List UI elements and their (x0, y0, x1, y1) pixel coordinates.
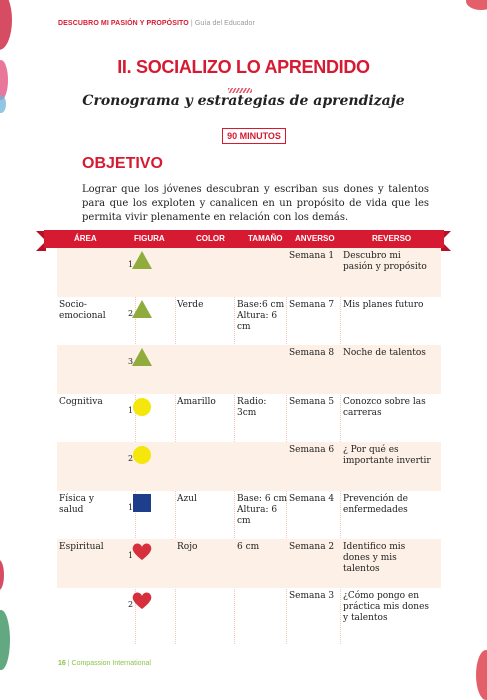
figure-number: 1 (128, 405, 134, 415)
figure-number: 2 (128, 454, 134, 463)
cell-reverso: ¿ Por qué es importante invertir (343, 445, 431, 466)
column-header-figura: FIGURA (134, 234, 165, 243)
cell-area: Espiritual (59, 542, 104, 552)
objective-paragraph: Lograr que los jóvenes descubran y escriban sus dones y talentos para que los exploten y canalicen en un propósito de vida que les permita vivir plenamente en relación con los demás. (82, 184, 429, 223)
triangle-icon (131, 347, 153, 369)
figure-number: 1 (128, 260, 134, 269)
figure-number: 1 (128, 551, 134, 560)
header-section: DESCUBRO MI PASIÓN Y PROPÓSITO (58, 20, 189, 27)
cell-color: Verde (177, 299, 204, 310)
cell-anverso: Semana 3 (289, 590, 335, 601)
figure-number: 3 (128, 357, 134, 366)
cell-size: Base: 6 cm Altura: 6 cm (237, 493, 287, 526)
cell-area: Socio- emocional (59, 299, 106, 321)
page-title: II. SOCIALIZO LO APRENDIDO (117, 57, 370, 77)
cell-size: 6 cm (237, 542, 260, 552)
figure-number: 1 (128, 502, 134, 512)
triangle-icon (131, 250, 153, 272)
cell-area: Cognitiva (59, 396, 103, 407)
cell-reverso: Identifico mis dones y mis talentos (343, 542, 406, 574)
circle-icon (131, 444, 153, 466)
paint-splash-top-left (0, 0, 12, 50)
heart-icon (131, 590, 153, 612)
column-header-area: ÁREA (74, 234, 97, 243)
footer-separator: | (67, 660, 70, 667)
cell-reverso: Noche de talentos (343, 348, 426, 358)
footer-org: Compassion International (71, 660, 151, 667)
heart-icon (131, 541, 153, 563)
figure-number: 2 (128, 599, 134, 609)
cell-color: Rojo (177, 542, 198, 552)
duration-badge: 90 MINUTOS (222, 128, 286, 144)
running-header (58, 20, 255, 27)
cell-anverso: Semana 5 (289, 396, 335, 407)
cell-anverso: Semana 1 (289, 251, 335, 261)
cell-size: Radio: 3cm (237, 396, 267, 418)
cell-size: Base:6 cm Altura: 6 cm (237, 299, 285, 332)
paint-splash-top-right (466, 0, 487, 10)
page-subtitle: Cronograma y estrategias de aprendizaje (82, 93, 405, 109)
page-number: 16 (58, 660, 66, 667)
cell-reverso: Mis planes futuro (343, 299, 424, 310)
cell-reverso: Prevención de enfermedades (343, 493, 408, 515)
paint-splash-bottom-right (476, 650, 487, 700)
cell-anverso: Semana 8 (289, 348, 335, 358)
square-icon (131, 493, 153, 515)
cell-color: Azul (177, 493, 197, 504)
header-separator: | (190, 20, 193, 27)
cell-anverso: Semana 6 (289, 445, 335, 455)
figure-number: 2 (128, 308, 134, 318)
circle-icon (131, 396, 153, 418)
header-guide: Guía del Educador (194, 20, 255, 27)
cell-reverso: Descubro mi pasión y propósito (343, 251, 427, 272)
objective-heading: OBJETIVO (82, 155, 163, 172)
column-header-anverso: ANVERSO (295, 234, 335, 243)
cell-area: Física y salud (59, 493, 94, 515)
cell-anverso: Semana 7 (289, 299, 335, 310)
cell-anverso: Semana 4 (289, 493, 335, 504)
paint-splash-bottom-left-red (0, 560, 4, 590)
cell-anverso: Semana 2 (289, 542, 335, 552)
paint-splash-bottom-left (0, 610, 10, 670)
cell-reverso: ¿Cómo pongo en práctica mis dones y talentos (343, 590, 430, 623)
cell-color: Amarillo (177, 396, 216, 407)
cell-reverso: Conozco sobre las carreras (343, 396, 426, 418)
triangle-icon (131, 299, 153, 321)
column-header-color: COLOR (196, 234, 225, 243)
column-header-tamano: TAMAÑO (248, 234, 283, 243)
column-header-reverso: REVERSO (372, 234, 412, 243)
page-footer (58, 660, 151, 667)
